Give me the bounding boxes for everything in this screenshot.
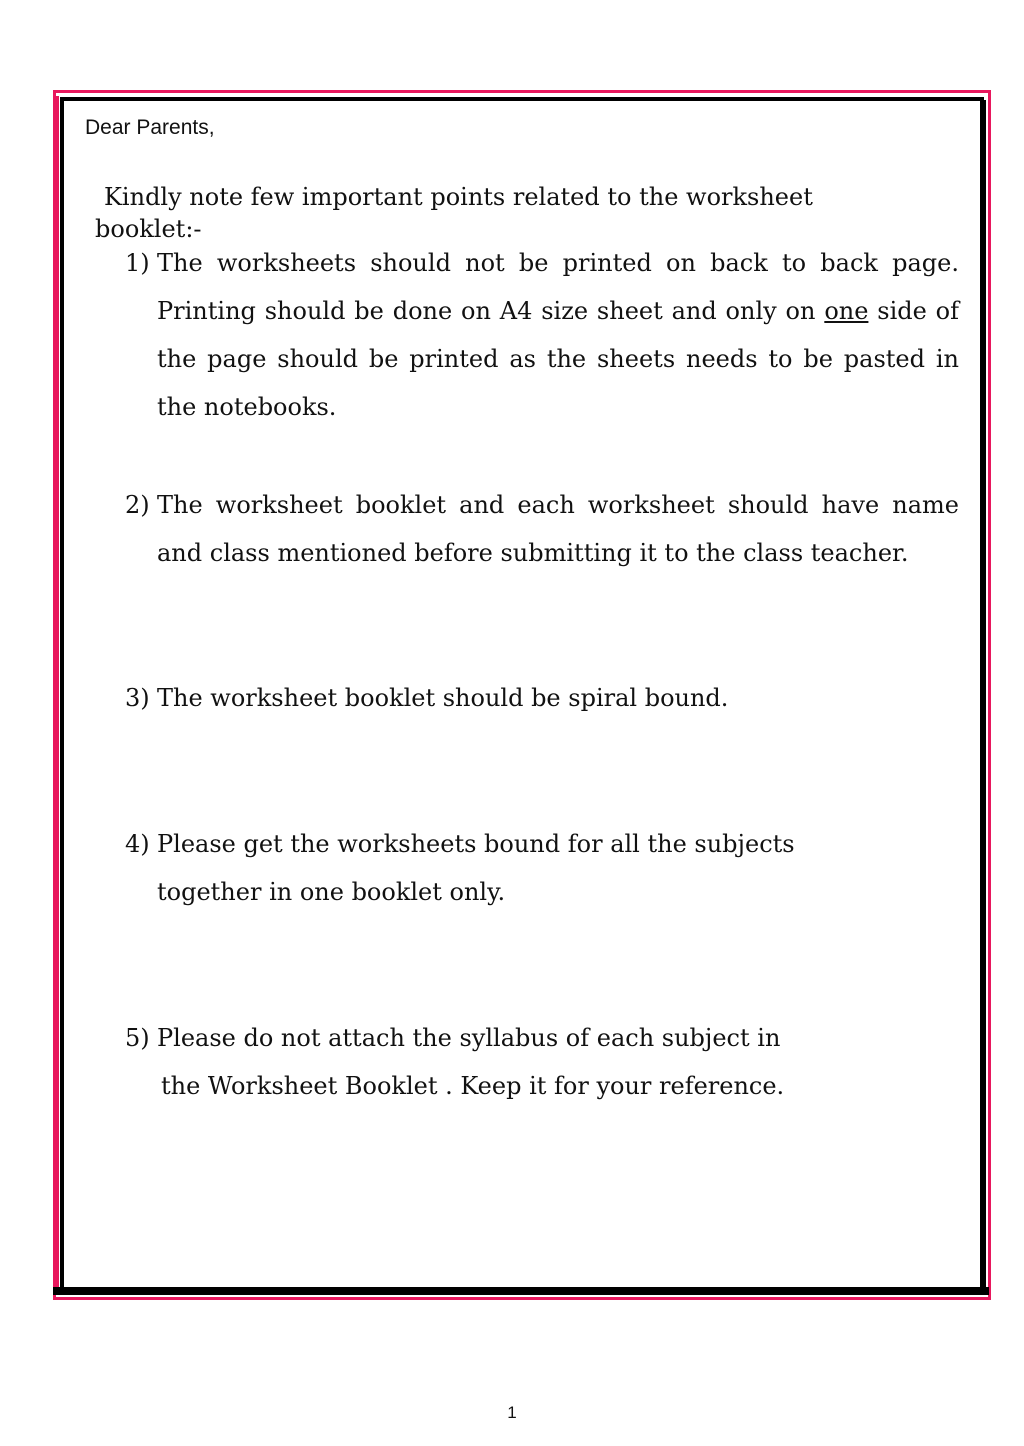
- point-5-line-1: Please do not attach the syllabus of each subject in: [157, 1024, 781, 1052]
- point-1-number: 1): [125, 249, 150, 277]
- point-2-body: The worksheet booklet and each worksheet should have name and class mentioned before submitting it to the class teacher.: [157, 491, 959, 567]
- point-3: [125, 674, 959, 722]
- point-4-number: 4): [125, 830, 150, 858]
- point-3-body: The worksheet booklet should be spiral bound.: [157, 684, 729, 712]
- point-2-number: 2): [125, 491, 150, 519]
- point-1: [125, 239, 959, 431]
- point-4-body: [157, 820, 959, 916]
- pink-border-left-line: [56, 96, 59, 1292]
- point-4: [125, 820, 959, 916]
- point-4-line-1: Please get the worksheets bound for all the subjects: [157, 830, 795, 858]
- border-shadow-right: [980, 100, 986, 1293]
- intro-line-2: booklet:-: [95, 215, 202, 243]
- point-5-body: [157, 1014, 959, 1110]
- intro-line-1: Kindly note few important points related to the worksheet: [104, 183, 813, 211]
- point-1-underlined: one: [824, 297, 869, 325]
- point-1-text-before: The worksheets should not be printed on back to back page. Printing should be done on A4 size sheet and only on: [157, 249, 959, 325]
- letter-intro: [95, 181, 935, 245]
- border-shadow-bottom: [53, 1287, 989, 1295]
- point-1-body: [157, 239, 959, 431]
- point-5-line-2: the Worksheet Booklet . Keep it for your reference.: [161, 1072, 785, 1100]
- point-5-number: 5): [125, 1024, 150, 1052]
- point-3-number: 3): [125, 684, 150, 712]
- point-4-line-2: together in one booklet only.: [157, 878, 506, 906]
- letter-greeting: Dear Parents,: [85, 116, 215, 139]
- point-2: [125, 481, 959, 577]
- point-5: [125, 1014, 959, 1110]
- page-number: 1: [507, 1403, 517, 1422]
- point-1-text-after: side of the page should be printed as the sheets needs to be pasted in the notebooks.: [157, 297, 960, 421]
